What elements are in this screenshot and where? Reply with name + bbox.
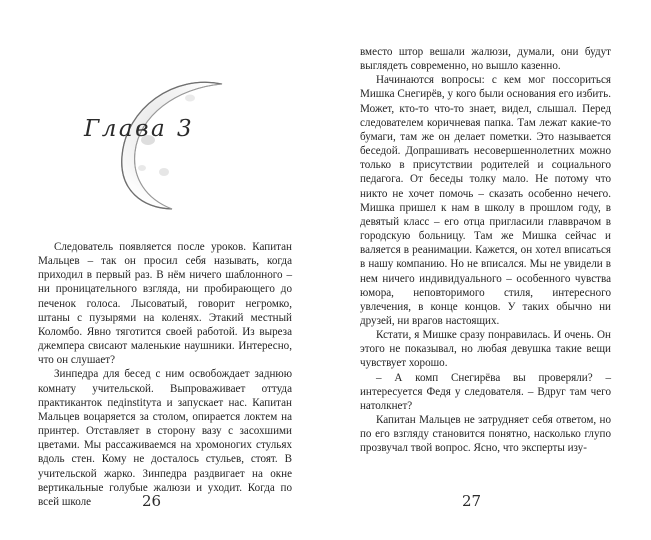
left-page-text bbox=[38, 240, 292, 509]
page-right bbox=[326, 0, 651, 540]
chapter-title: Глава 3 bbox=[84, 116, 195, 142]
page-number-left: 26 bbox=[142, 492, 162, 510]
paragraph: Капитан Мальцев не затрудняет себя ответом, но по его взгляду становится понятно, насколько глупо прозвучал твой вопрос. Ясно, что эксперты изу- bbox=[360, 414, 611, 455]
paragraph: Кстати, я Мишке сразу понравилась. И очень. Он этого не показывал, но любая девушка такие вещи чувствует хорошо. bbox=[360, 329, 611, 370]
chapter-heading bbox=[38, 58, 292, 234]
page-number-right: 27 bbox=[462, 492, 482, 510]
paragraph: Начинаются вопросы: с кем мог поссориться Мишка Снегирёв, у кого были основания его избить. Может, кто-то что-то знает, видел, слышал. Перед следователем коричневая папка. Там лежат какие-то бумаги, там же он делает пометки. Это называется беседой. Допрашивать несовершеннолетних можно только в присутствии родителей и социального педагога. От беседы толку мало. Не потому что никто не хочет помочь – сказать особенно нечего. Мишка пришел к нам в школу в прошлом году, в девятый класс – его отца пригласили главврачом в городскую больницу. Там же Мишка сейчас и валяется в реанимации. Кажется, он хотел вписаться в нашу компанию. Но не вписался. Мы не увидели в нем ничего индивидуального – особенного чувства юмора, неповторимого стиля, интересного увлечения, в конце концов. У таких обычно ни друзей, ни врагов настоящих. bbox=[360, 74, 611, 327]
paragraph: вместо штор вешали жалюзи, думали, они будут выглядеть современно, но вышло казенно. bbox=[360, 46, 611, 73]
paragraph: Зинпедра для бесед с ним освобождает заднюю комнату учительской. Выпроваживает оттуда практиканток педinstitута и запускает нас. Капитан Мальцев воцаряется за столом, опирается локтем на принтер. Отставляет в сторону вазу с засохшими цветами. Мы рассаживаемся на хромоногих стульях вдоль стен. Кому не досталось стульев, стоят. В учительской жарко. Зинпедра раздвигает на окне вертикальные голубые жалюзи и уходит. Когда по всей школе bbox=[38, 368, 292, 508]
right-page-text bbox=[360, 45, 611, 456]
paragraph: Следователь появляется после уроков. Капитан Мальцев – так он просил себя называть, когда приходил в первый раз. В нём ничего шаблонного – ни проницательного взгляда, ни пробирающего до печенок голоса. Лысоватый, говорит негромко, штаны с пузырями на коленях. Этакий местный Коломбо. Явно тяготится своей работой. Из выреза джемпера свисают маленькие наушники. Интересно, что он слушает? bbox=[38, 241, 292, 367]
paragraph: – А комп Снегирёва вы проверяли? – интересуется Федя у следователя. – Вдруг там чего натолкнет? bbox=[360, 371, 611, 412]
